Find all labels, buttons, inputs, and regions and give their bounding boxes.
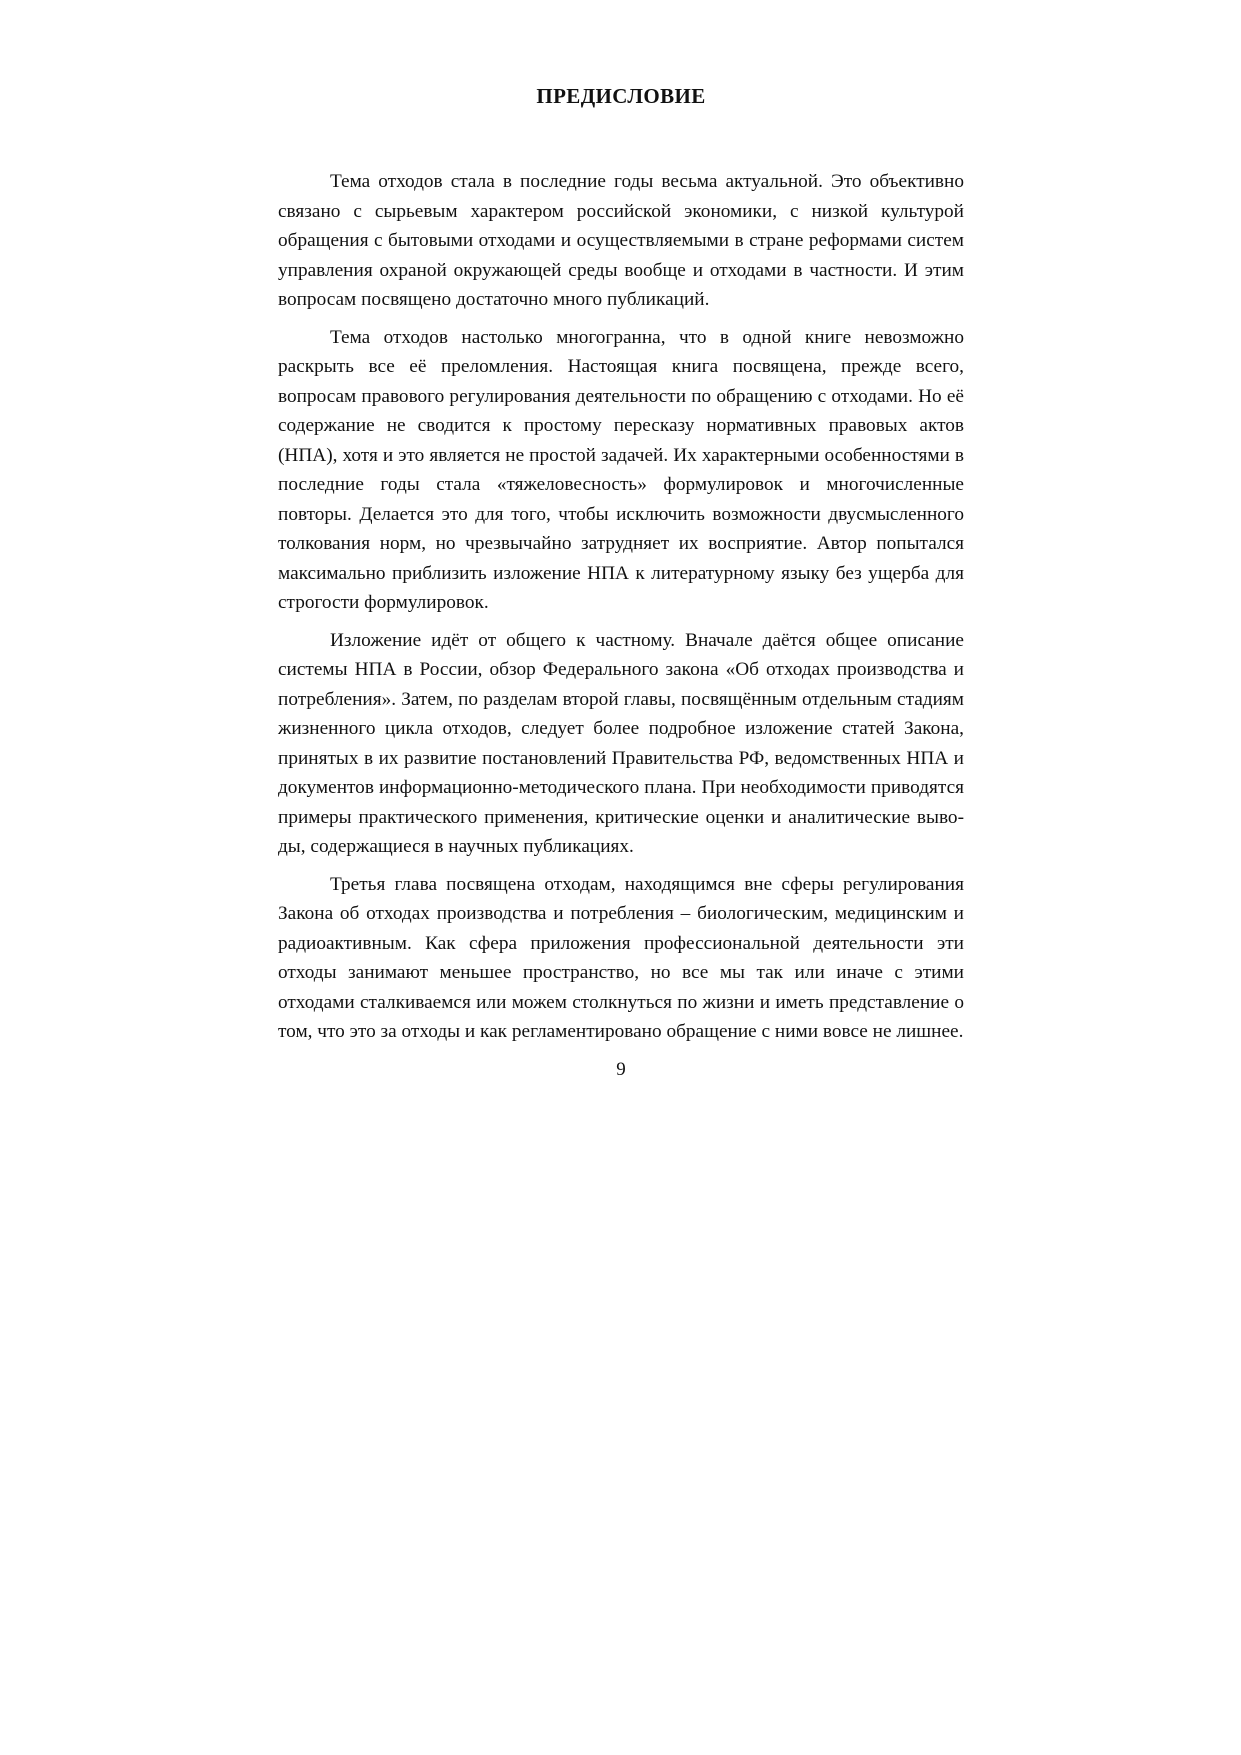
page-number: 9 [616, 1058, 626, 1080]
paragraph-4: Третья глава посвящена отходам, находящимся вне сферы регулирования Закона об отходах производства и потребления – биологическим, медицинским и радиоактивным. Как сфера приложения профессиональной деятельности эти отходы занимают меньшее пространство, но все мы так или иначе с этими отходами сталкиваемся или можем столкнуться по жизни и иметь представление о том, что это за отходы и как регламентировано обращение с ними вовсе не лишнее. [278, 873, 964, 1042]
paragraph-1: Тема отходов стала в последние годы весьма актуальной. Это объективно связано с сырьевым характером российской экономики, с низкой культурой обращения с бытовыми отходами и осуществляемыми в стране реформами систем управления охраной окружающей среды вообще и отходами в частности. И этим вопросам посвящено достаточно много публикаций. [278, 171, 964, 310]
paragraph-3: Изложение идёт от общего к частному. Вначале даётся общее описание системы НПА в России, обзор Федерального закона «Об отходах производства и потребления». Затем, по разделам второй главы, посвящённым отдельным стадиям жизненного цикла отходов, следует более подробное изложение статей Закона, принятых в их развитие постановлений Правительства РФ, ведомственных НПА и документов информационно-методического плана. При необходимости приводятся примеры практического применения, критические оценки и аналитические выводы, содержащиеся в научных публикациях. [278, 629, 964, 857]
page-content [278, 78, 964, 1085]
paragraph-2: Тема отходов настолько многогранна, что в одной книге невозможно раскрыть все её преломления. Настоящая книга посвящена, прежде всего, вопросам правового регулирования деятельности по обращению с отходами. Но её содержание не сводится к простому пересказу нормативных правовых актов (НПА), хотя и это является не простой задачей. Их характерными особенностями в последние годы стала «тяжеловесность» формулировок и многочисленные повторы. Делается это для того, чтобы исключить возможности двусмысленного толкования норм, но чрезвычайно затрудняет их восприятие. Автор попытался максимально приблизить изложение НПА к литературному языку без ущерба для строгости формулировок. [278, 326, 964, 613]
body-text [278, 167, 964, 1047]
page-title: ПРЕДИСЛОВИЕ [536, 84, 706, 108]
